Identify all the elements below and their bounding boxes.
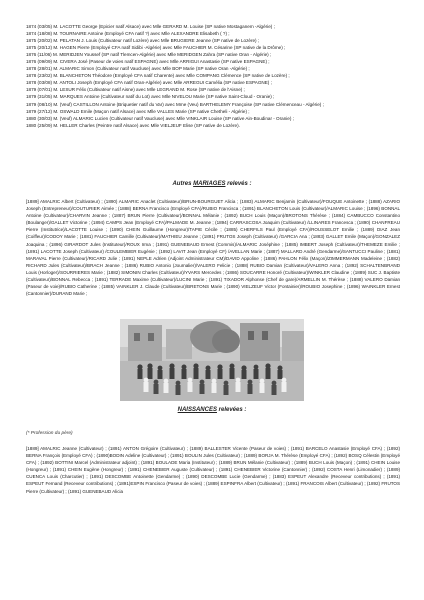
marriage-entry: 1874 (03/05) M. LACOTTE George (Epicier natif Alsace) avec Mlle GERARD M. Louise (SP native Mostaganem -Algérie) ; — [26, 24, 275, 29]
photo-illustration — [120, 319, 304, 401]
historical-photo — [120, 319, 304, 401]
marriage-entry: 1876 (11/06) M. MERIDJEN Youssef (SP natif Tlemcen-Algérie) avec Mlle MERIDGEN Zahra (SP native Oran - Algérie) ; — [26, 52, 272, 58]
marriage-entry: 1879 (07/01) M. LESUR Félix (Cultivateur natif Aisne) avec Mlle LEGRAND M. Rose (SP native de l'Aisne) ; — [26, 87, 245, 93]
naissances-paragraph: [1889] AMALRIC Jeanne (Cultivateur) ; (1891) ANTON Grégoire (Cultivateur) ; (1889) BALLESTER Vicente (Paseur de voies) ; (1891) BARCELO Anastasie (Employé CFA) ; (1892) BERNA François (Employé CFA) ; (1890)BODIN Adeline (Cultivateur) ; (1891) BOULIN Jules (Cultivateur) ; (1889) BORJA M. Thérèse (Employé CFA) ; (1892) BOSQ Célestin (Employé CFA) ; (1892) BOTTINI Marcel (Administrateur adjoint) ; (1891) BOULADE Maria (Instituteur) ; (1889) BRUN Mélanie (Cultivateur) ; (1889) BUCH Louis (Maçon) ; (1891) CHEIN Louise (Hongreur) ; (1891) CHEIN Eugène (Hongreur) ; (1891) CHENEBIER Auguste (Cultivateur) ; (1891) CHENEBIER Victorine (Cantonnier) ; (1892) COSTA Henri (Limonadier) ; (1889) CUENCA Louis (Charcutier) ; (1891) DESCOMBE Antoinette (Gendarme) ; (1890) DESCOMBE Lucie (Gendarme) ; (1883) ESPEUT Alexandre (Receveur contributions) ; (1891) ESPEUT Fernand (Receveur contributions) ; (1891)ESPIN Francisco (Paseur de voies) ; (1889) ESPINFRA Albert (Cultivateur) ; (1891) FRANCOIS Albert (Cultivateur) ; (1892) FRUTOS Pierre (Cultivateur) ; (1891) GUENEBAUD Alicia — [26, 446, 400, 494]
marriage-entry: 1875 (20/12) M. HAGEN Pierre (Employé CFA natif Sidibi -Algérie) avec Mlle FAUCHIER M. Césarine (SP native de la Drôme) ; — [26, 45, 286, 51]
marriage-entry: 1879 (27/12) M. OSWALD Emile (Maçon natif Alsace) avec Mlle VALLES Marie (SP native Chetheli - Algérie) ; — [26, 108, 250, 114]
mariages-heading: Autres MARIAGES relevés : — [172, 181, 252, 187]
marriage-entry: 1876 (09/09) M. CIVERA José (Paseur de voies natif ESPAGNE) avec Mlle ARRIGUI Anastasie (SP native ESPAGNE) ; — [26, 59, 270, 65]
marriage-entry: 1878 (03/08) M. ANTOLI Joseph (Employé CFA natif Oran-Algérie) avec Mlle ARREGUI Camélia (SP native ESPAGNE) ; — [26, 80, 272, 86]
marriage-entry: 1878 (28/01) M. ALMARIC Simon (Cultivateur natif Vaucluse) avec Mlle BOP Marie (SP native Oran -Algérie) ; — [26, 66, 250, 72]
marriage-entry: 1879 (31/05) M. MARQUES Antoine (Cultivateur natif du Lot) avec Mlle NIVELOU Marie (SP native Saint-Cloud - Oranie) ; — [26, 94, 275, 100]
marriage-entry: 1880 (30/03) M. (Veuf) ALMARIC Lucien (Cultivateur natif Vaucluse) avec Mlle VINKLAIR Louise (SP native Ain-Boudinar - Oranie) ; — [26, 115, 294, 121]
marriage-entry: 1874 (18/08) M. TOURNAIRE Antoine (Employé CFA natif ?) avec Mlle ALEXANDRE Elisabeth ( ?) ; — [26, 31, 230, 37]
marriage-entry: 1880 (25/09) M. HELLER Charles (Peintre natif Alsace) avec Mlle VIELJEUF Elise (SP native de Lozère). — [26, 122, 240, 128]
profession-note: (* Profession du père) — [26, 431, 73, 436]
marriage-entry: 1879 (08/10) M. (Veuf) CASTILLON Antoine (Briquetier natif du Var) avec Mme (Veu) BARTHELEMY Françoise (SP native Clémenceau - Algérie) ; — [26, 101, 324, 107]
marriage-register-list — [26, 23, 408, 129]
marriage-entry: 1878 (23/02) M. BLANCHETON Théodore (Employé CFA natif Charente) avec Mlle COMPANG Clémence (SP native de Lozère) ; — [26, 73, 290, 79]
naissances-heading: NAISSANCES relevées : — [177, 407, 247, 413]
mariages-paragraph: [1889] AMALRIC Albert (Cultivateur) ; (1890) ALMARIC Anaclet (Cultivateur)/BRUN-BOURGUET Alicia ; (1883) ALMARIC Benjamin (Cultivateur)/FOUQUE Antoinette ; (1888) AZARIO Joseph (Entrepreneur)/COUTURIER Aimée ; (1888) BERNA Francisco (Employé CFA)/RUBIO Francisca ; (1891) BLANCHETON Louis (Cultivateur)/ALMARIC Louise ; (1896) BONNAL Antoine (Cultivateur)/CHARVIN Jeanne ; (1887) BRUN Pierre (Cultivateur)/BONNAL Mélanie ; (1892) BUCH Louis (Maçon)/BROTONS Thérèse ; (1884) CAMBUCCO Constantino (Boulanger)/GALLET Victorine ; (1894) CAMPS Jean (Employé CFA)/PALMADE M. Jeanne ; (1894) CARRASCOSA Joaquim (Cultivateur) /LLINARES Francesca ; (1890) CHANFREAU Pierre (Institutrice)/LACOTTE Louise ; (1890) CHEIN Guillaume (Hongreur)/TAPIE Cécile ; (1885) CHERFILS Paul (Employé CFA)/ROUSSELOT Emilie ; (1889) DIAZ Jean (Coiffeur)/CODOY Marie ; (1881) FAUCHIER Camille (Cultivateur)/MATHIEU Jeanne ; (1891) FRUTOS Joseph (Cultivateur) /GARCIA Ana ; (1883) GALLET Emile (Maçon)/GONZALEZ Joaquina ; (1896) GIRARDOT Jules (Instituteur)/ROUX Irma ; (1891) GUENEBAUD Ernest (Commis)/ALMARIC Joséphine ; (1885) IMBERT Joseph (Cultivateur)/THEMEZE Emilie ; (1891) LACOTTE Joseph (Cultivateur) /COULEMBIER Eugénie ; (1892) LAVIT Jean (Employé CF) /AVELLAN Marie ; (1887) MALLARD André (Gendarme)/SANTUCCI Pauline ; (1881) MARAVAL Pierre (Cultivateur)/RICARD Julie ; (1891) NEPLE Adrien (Adjoint Administrateur CM)/DAVID Appoline ; (1886) PAHLON Félix (Maçon)/ZIMMERMANN Madeleine ; (1882) RICHARD Jules (Cultivateur)/BRACH Jeanne ; (1886) RUBIO Antonio (Journalier)/VALERO Felicie ; (1888) RUBIO Damian (Cultivateur)/VALERO Anna ; (1892) SCHALTENBRAND Louis (Horloger)/SOURRIERES Marie ; (1882) SIMONIN Charles (Cultivateur)/YVARS Mercedes ; (1886) SOUCARRE Honoré (Cultivateur)/WINKLER Claudine ; (1889) SUC J. Baptiste (Cultivateur)/BONNAL Rebecca ; (1891) TERRADE Maxime (Cultivateur)/LUCINI Marie ; (1891) TIXADOR Alphonse (Chef de gare)/ARMELLIN M. Thérèse ; (1888) VALERO Damian (Paseur de voie)/RUBIO Catherine ; (1885) VAINKLER J. Claude (Cultivateur)/BRETONS Marie ; (1890) VIELZEUF Victor (Fontainier)/ROUBIO Josephine ; (1896) WAINKLER Ernest (Cantonnier)/DURAND Marie ; — [26, 199, 400, 297]
marriage-entry: 1875 (20/02) M. PELATAN J. Louis (Cultivateur natif Lozère) avec Mlle BRUGIERE Jeanne (SP native de Lozère) ; — [26, 38, 260, 44]
